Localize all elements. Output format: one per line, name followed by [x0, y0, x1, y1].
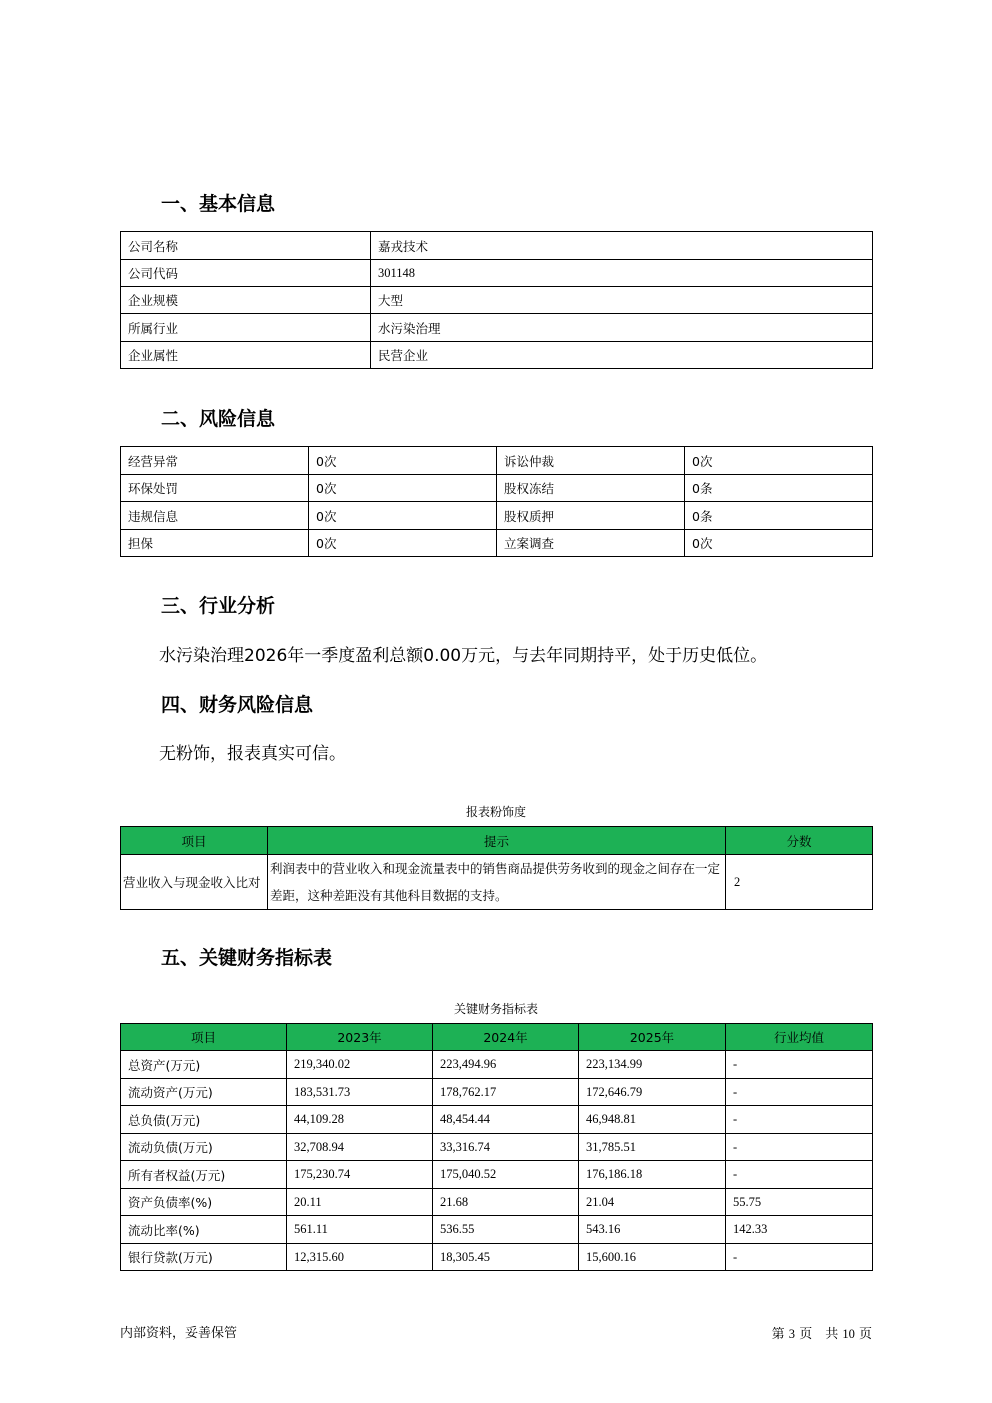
metric-label: 流动比率(%) — [121, 1216, 287, 1244]
page-suffix: 页 — [858, 1327, 872, 1342]
footer-confidential-note: 内部资料，妥善保管 — [120, 1326, 238, 1341]
table-row — [121, 314, 873, 342]
whitewash-score: 2 — [726, 855, 873, 910]
risk-label: 违规信息 — [121, 502, 309, 530]
risk-label: 立案调查 — [497, 530, 685, 557]
risk-label: 股权冻结 — [497, 475, 685, 502]
section-title-industry-analysis: 三、行业分析 — [161, 595, 276, 617]
page-mid: 页 共 — [799, 1327, 839, 1342]
table-row — [121, 855, 873, 910]
metric-value: 21.04 — [579, 1189, 726, 1216]
basic-info-label: 公司名称 — [121, 232, 371, 260]
section-title-key-financials: 五、关键财务指标表 — [161, 947, 333, 969]
risk-value: 0条 — [685, 502, 873, 530]
risk-value: 0次 — [309, 502, 497, 530]
column-header: 2025年 — [579, 1024, 726, 1051]
risk-info-table — [120, 446, 873, 557]
metric-value: 55.75 — [726, 1189, 873, 1216]
table-row — [121, 232, 873, 260]
risk-label: 环保处罚 — [121, 475, 309, 502]
column-header: 项目 — [121, 827, 268, 855]
metric-value: 15,600.16 — [579, 1244, 726, 1271]
metric-value: 18,305.45 — [433, 1244, 579, 1271]
table-header-row — [121, 1024, 873, 1051]
basic-info-value: 嘉戎技术 — [371, 232, 873, 260]
table-row — [121, 502, 873, 530]
metric-value: 223,494.96 — [433, 1051, 579, 1079]
metric-value: 172,646.79 — [579, 1079, 726, 1106]
metric-value: 20.11 — [287, 1189, 433, 1216]
table-row — [121, 1189, 873, 1216]
section-title-basic-info: 一、基本信息 — [161, 193, 276, 215]
table-row — [121, 1134, 873, 1161]
basic-info-value: 民营企业 — [371, 342, 873, 369]
table-row — [121, 1106, 873, 1134]
table-row — [121, 342, 873, 369]
metric-value: 543.16 — [579, 1216, 726, 1244]
risk-value: 0次 — [309, 447, 497, 475]
metric-value: 178,762.17 — [433, 1079, 579, 1106]
metric-value: 48,454.44 — [433, 1106, 579, 1134]
metric-value: 12,315.60 — [287, 1244, 433, 1271]
table-row — [121, 260, 873, 287]
metric-value: 33,316.74 — [433, 1134, 579, 1161]
metric-value: - — [726, 1106, 873, 1134]
metric-value: 175,230.74 — [287, 1161, 433, 1189]
risk-value: 0条 — [685, 475, 873, 502]
metric-value: 536.55 — [433, 1216, 579, 1244]
metric-label: 所有者权益(万元) — [121, 1161, 287, 1189]
metric-value: 561.11 — [287, 1216, 433, 1244]
column-header: 项目 — [121, 1024, 287, 1051]
metric-value: 21.68 — [433, 1189, 579, 1216]
section-title-risk-info: 二、风险信息 — [161, 408, 276, 430]
basic-info-table — [120, 231, 873, 369]
metric-value: - — [726, 1134, 873, 1161]
column-header: 行业均值 — [726, 1024, 873, 1051]
industry-analysis-text: 水污染治理2026年一季度盈利总额0.00万元，与去年同期持平，处于历史低位。 — [159, 646, 768, 666]
section-title-finance-risk: 四、财务风险信息 — [161, 694, 314, 716]
metric-value: 46,948.81 — [579, 1106, 726, 1134]
basic-info-label: 公司代码 — [121, 260, 371, 287]
metric-value: 142.33 — [726, 1216, 873, 1244]
table-row — [121, 1244, 873, 1271]
metric-value: - — [726, 1051, 873, 1079]
table-row — [121, 447, 873, 475]
metric-value: 183,531.73 — [287, 1079, 433, 1106]
whitewash-hint: 利润表中的营业收入和现金流量表中的销售商品提供劳务收到的现金之间存在一定差距，这种差距没有其他科目数据的支持。 — [268, 855, 726, 910]
basic-info-value: 大型 — [371, 287, 873, 314]
key-financials-caption: 关键财务指标表 — [453, 1002, 538, 1016]
basic-info-label: 所属行业 — [121, 314, 371, 342]
whitewash-caption: 报表粉饰度 — [465, 805, 526, 819]
page-prefix: 第 — [771, 1327, 785, 1342]
finance-risk-text: 无粉饰，报表真实可信。 — [159, 744, 346, 764]
basic-info-value: 水污染治理 — [371, 314, 873, 342]
metric-label: 总负债(万元) — [121, 1106, 287, 1134]
table-header-row — [121, 827, 873, 855]
table-row — [121, 1051, 873, 1079]
whitewash-item: 营业收入与现金收入比对 — [121, 855, 268, 910]
metric-value: 44,109.28 — [287, 1106, 433, 1134]
table-row — [121, 1161, 873, 1189]
metric-label: 银行贷款(万元) — [121, 1244, 287, 1271]
basic-info-label: 企业规模 — [121, 287, 371, 314]
metric-value: - — [726, 1161, 873, 1189]
column-header: 提示 — [268, 827, 726, 855]
whitewash-table — [120, 826, 873, 910]
table-row — [121, 1216, 873, 1244]
risk-value: 0次 — [685, 447, 873, 475]
key-financials-table — [120, 1023, 873, 1271]
column-header: 2023年 — [287, 1024, 433, 1051]
risk-label: 经营异常 — [121, 447, 309, 475]
footer-page-indicator — [772, 1325, 872, 1344]
page-total: 10 — [842, 1327, 855, 1341]
metric-value: 219,340.02 — [287, 1051, 433, 1079]
metric-value: 32,708.94 — [287, 1134, 433, 1161]
basic-info-value: 301148 — [371, 260, 873, 287]
metric-value: - — [726, 1079, 873, 1106]
metric-value: 175,040.52 — [433, 1161, 579, 1189]
page-number: 3 — [788, 1327, 796, 1341]
table-row — [121, 1079, 873, 1106]
table-row — [121, 530, 873, 557]
risk-label: 诉讼仲裁 — [497, 447, 685, 475]
column-header: 2024年 — [433, 1024, 579, 1051]
table-row — [121, 287, 873, 314]
metric-value: 223,134.99 — [579, 1051, 726, 1079]
risk-label: 股权质押 — [497, 502, 685, 530]
metric-value: 176,186.18 — [579, 1161, 726, 1189]
risk-value: 0次 — [309, 530, 497, 557]
basic-info-label: 企业属性 — [121, 342, 371, 369]
metric-label: 流动资产(万元) — [121, 1079, 287, 1106]
table-row — [121, 475, 873, 502]
column-header: 分数 — [726, 827, 873, 855]
metric-label: 流动负债(万元) — [121, 1134, 287, 1161]
risk-value: 0次 — [685, 530, 873, 557]
metric-value: 31,785.51 — [579, 1134, 726, 1161]
metric-label: 总资产(万元) — [121, 1051, 287, 1079]
risk-label: 担保 — [121, 530, 309, 557]
metric-value: - — [726, 1244, 873, 1271]
metric-label: 资产负债率(%) — [121, 1189, 287, 1216]
risk-value: 0次 — [309, 475, 497, 502]
